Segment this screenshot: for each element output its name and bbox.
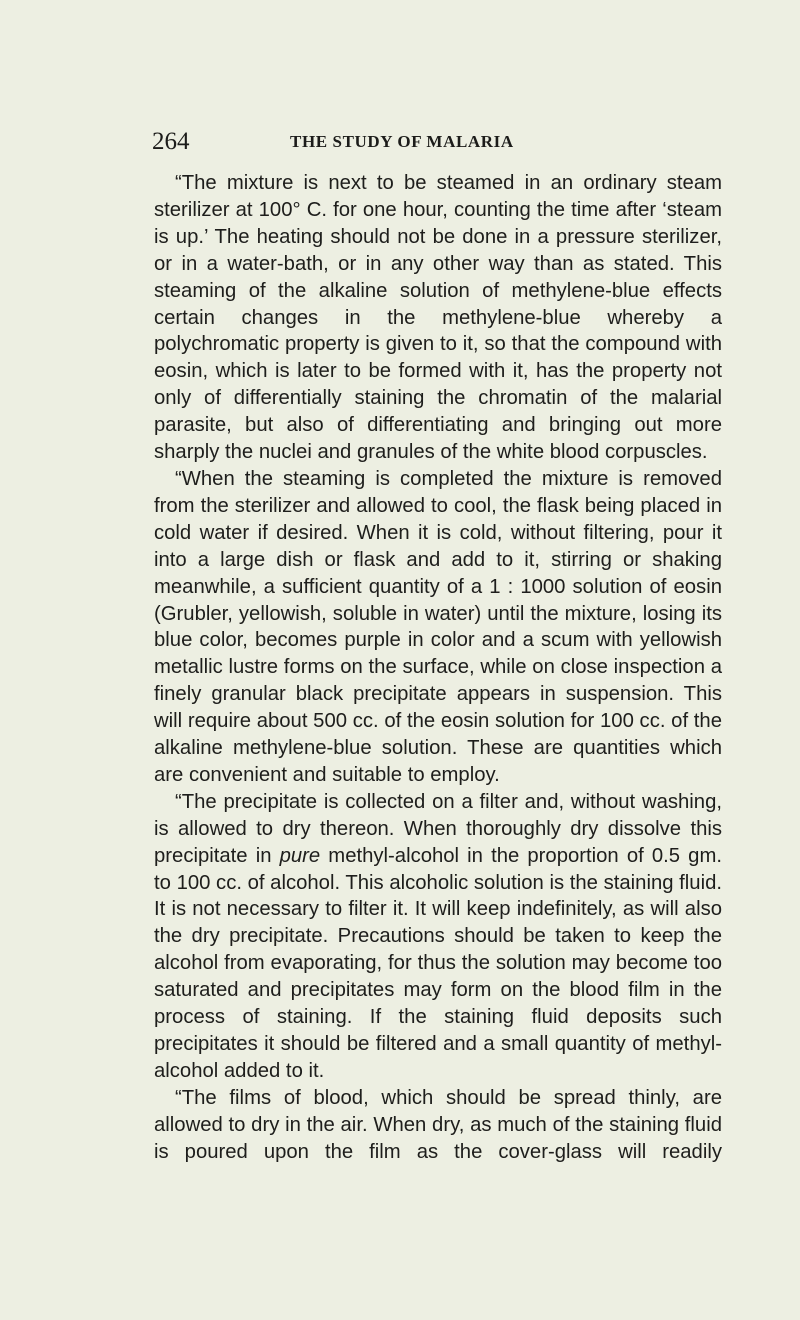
page-header <box>152 127 712 157</box>
body-text <box>154 170 722 1166</box>
paragraph-4: “The films of blood, which should be spread thinly, are allowed to dry in the air. When dry, as much of the staining fluid is poured upon the film as the cover-glass will readily <box>154 1086 722 1163</box>
paragraph-3-before: “The precipitate is collected on a filter and, without washing, is allowed to dry thereon. When thoroughly dry dissolve this precipitate in <box>154 790 722 867</box>
emphasis-pure: pure <box>279 844 321 867</box>
paragraph-1: “The mixture is next to be steamed in an ordinary steam sterilizer at 100° C. for one hour, counting the time after ‘steam is up.’ The heating should not be done in a pressure sterilizer, or in a water-bath, or in any other way than as stated. This steaming of the alkaline solution of methylene-blue effects certain changes in the methylene-blue whereby a polychromatic property is given to it, so that the compound with eosin, which is later to be formed with it, has the property not only of differentially staining the chromatin of the malarial parasite, but also of differentiating and bringing out more sharply the nuclei and granules of the white blood corpuscles. <box>154 172 722 464</box>
running-title: THE STUDY OF MALARIA <box>290 132 514 151</box>
paragraph-3 <box>154 789 722 1085</box>
paragraph-2: “When the steaming is completed the mixture is removed from the sterilizer and allowed to cool, the flask being placed in cold water if desired. When it is cold, without filtering, pour it into a large dish or flask and add to it, stirring or shaking meanwhile, a sufficient quantity of a 1 : 1000 solution of eosin (Grubler, yellowish, soluble in water) until the mixture, losing its blue color, becomes purple in color and a scum with yellowish metallic lustre forms on the surface, while on close inspection a finely granular black precipitate appears in suspension. This will require about 500 cc. of the eosin solution for 100 cc. of the alkaline methylene-blue solution. These are quantities which are convenient and suitable to employ. <box>154 467 722 786</box>
paragraph-3-after: methyl-alcohol in the proportion of 0.5 gm. to 100 cc. of alcohol. This alcoholic solution is the staining fluid. It is not necessary to filter it. It will keep indefinitely, as will also the dry precipitate. Precautions should be taken to keep the alcohol from evaporating, for thus the solution may become too saturated and precipitates may form on the blood film in the process of staining. If the staining fluid deposits such precipitates it should be filtered and a small quantity of methyl-alcohol added to it. <box>154 844 722 1082</box>
page-number: 264 <box>152 128 190 155</box>
